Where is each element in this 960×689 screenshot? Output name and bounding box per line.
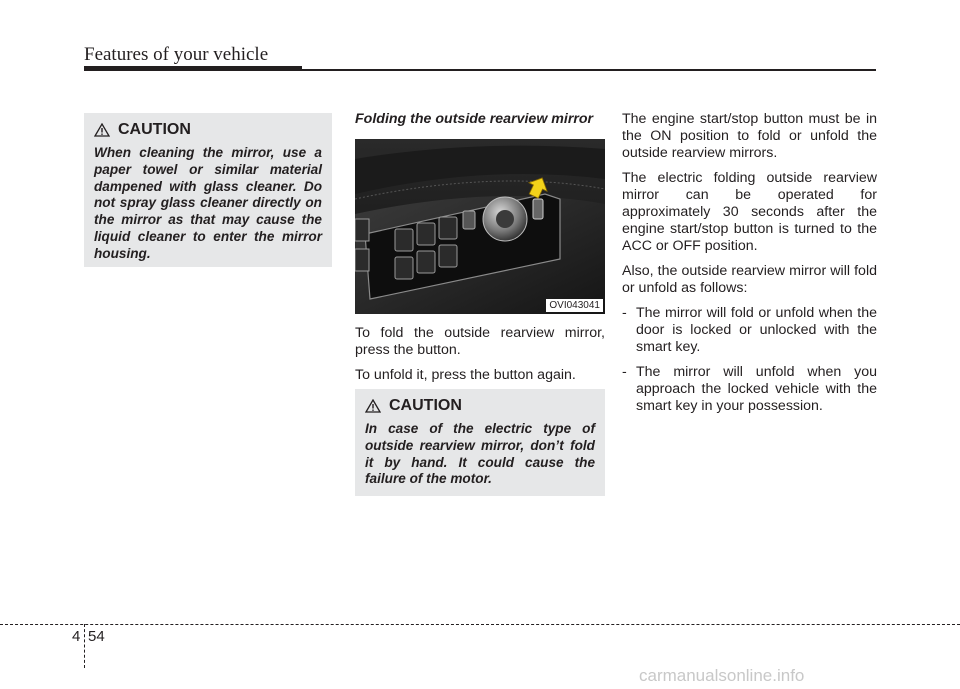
image-code: OVI043041	[546, 299, 603, 312]
warning-icon	[365, 399, 381, 413]
folding-instructions	[355, 325, 605, 392]
page-header-title: Features of your vehicle	[84, 44, 269, 65]
door-panel-illustration	[355, 139, 605, 314]
footer-divider	[84, 624, 85, 668]
warning-icon	[94, 123, 110, 137]
header-rule	[302, 69, 876, 71]
list-item: - The mirror will unfold when you approach the locked vehicle with the smart key in your possession.	[622, 364, 877, 414]
mirror-switch-photo	[355, 139, 605, 314]
page-number: 54	[88, 628, 105, 645]
right-column-text	[622, 111, 877, 423]
caution-header	[94, 121, 322, 139]
section-heading: Folding the outside rearview mirror	[355, 111, 594, 127]
list-item: - The mirror will fold or unfold when the door is locked or unlocked with the smart key.	[622, 305, 877, 355]
watermark: carmanualsonline.info	[639, 666, 805, 685]
also-paragraph: Also, the outside rearview mirror will fold or unfold as follows:	[622, 263, 877, 296]
caution-text: In case of the electric type of outside rearview mirror, don’t fold it by hand. It could cause the failure of the motor.	[365, 421, 595, 487]
caution-text: When cleaning the mirror, use a paper towel or similar material dampened with glass cleaner. Do not spray glass cleaner directly on the mirror as that may cause the liquid cleaner to enter the mirror housing.	[94, 145, 322, 261]
fold-paragraph: To fold the outside rearview mirror, press the button.	[355, 325, 605, 358]
chapter-number: 4	[72, 628, 81, 645]
list-item-text: The mirror will fold or unfold when the door is locked or unlocked with the smart key.	[636, 305, 877, 355]
list-item-text: The mirror will unfold when you approach the locked vehicle with the smart key in your possession.	[636, 364, 877, 414]
caution-header	[365, 397, 595, 415]
caution-title: CAUTION	[389, 397, 462, 414]
caution-box-middle	[355, 389, 605, 496]
header-bar	[84, 66, 302, 71]
engine-paragraph: The engine start/stop button must be in the ON position to fold or unfold the outside rearview mirrors.	[622, 111, 877, 161]
unfold-paragraph: To unfold it, press the button again.	[355, 367, 576, 383]
caution-title: CAUTION	[118, 121, 191, 138]
caution-box-left	[84, 113, 332, 267]
electric-folding-paragraph: The electric folding outside rearview mirror can be operated for approximately 30 seconds after the engine start/stop button is turned to the ACC or OFF position.	[622, 170, 877, 254]
footer-rule	[0, 624, 960, 625]
